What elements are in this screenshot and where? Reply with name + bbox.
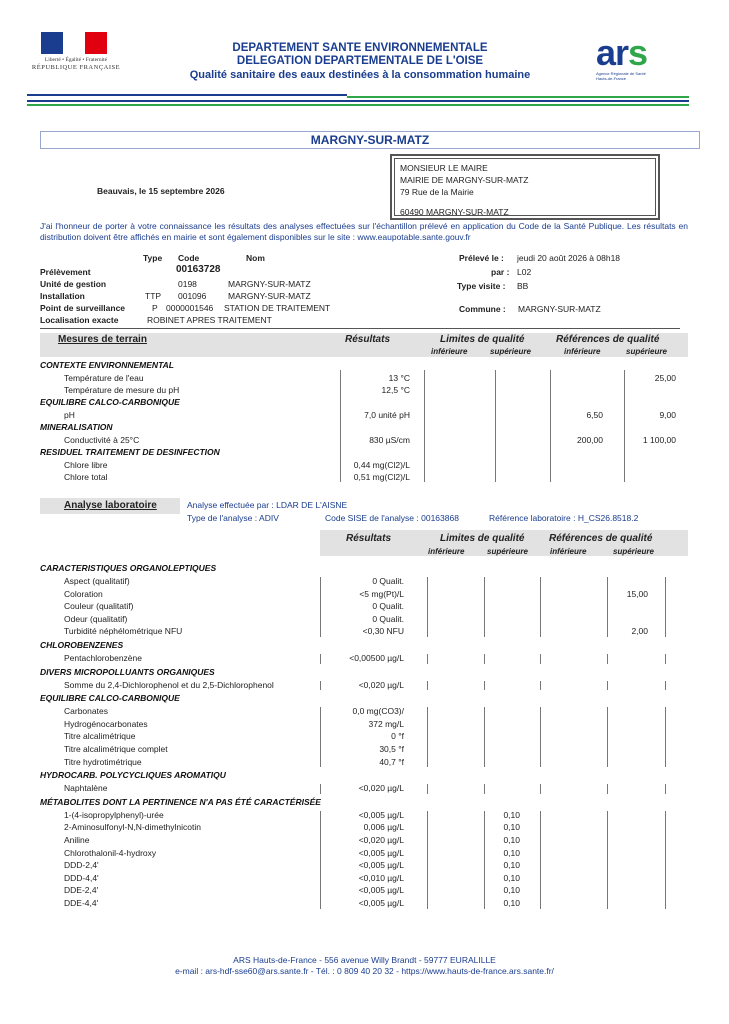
section-title: CONTEXTE ENVIRONNEMENTAL	[40, 360, 174, 370]
result-value: 0 Qualit.	[372, 576, 404, 586]
column-divider	[665, 654, 666, 664]
column-divider	[484, 811, 485, 909]
installation-code: 001096	[178, 291, 207, 301]
column-divider	[484, 654, 485, 664]
column-divider	[320, 654, 321, 664]
ref-sup: 9,00	[659, 410, 676, 420]
result-value: 0,006 µg/L	[363, 822, 404, 833]
limit-sup: 0,10	[503, 898, 520, 908]
parameter-name: Titre hydrotimétrique	[64, 756, 142, 767]
column-divider	[484, 707, 485, 767]
column-divider	[320, 577, 321, 637]
parameter-name: Coloration	[64, 588, 103, 599]
result-value: <0,010 µg/L	[358, 872, 404, 883]
section-title: MÉTABOLITES DONT LA PERTINENCE N'A PAS ÉTÉ CARACTÉRISÉE	[40, 796, 321, 807]
result-value: 0 °f	[391, 731, 404, 742]
parameter-name: DDD-4,4'	[64, 872, 99, 883]
prelevement-label: Prélèvement	[40, 267, 91, 277]
column-divider	[540, 654, 541, 664]
limit-sup: 0,10	[503, 809, 520, 820]
column-divider	[424, 370, 425, 482]
ars-sub-1: Agence Régionale de Santé	[596, 71, 646, 76]
labo-refs-inf: inférieure	[550, 547, 587, 556]
result-value: <0,00500 µg/L	[349, 653, 404, 663]
result-value: 372 mg/L	[368, 718, 404, 729]
result-value: <0,020 µg/L	[358, 835, 404, 845]
footer-line2: e-mail : ars-hdf-sse60@ars.sante.fr - Tél. : 0 809 40 20 32 - https://www.hauts-de-france.ars.sante.fr/	[175, 966, 554, 976]
result-value: <0,005 µg/L	[358, 885, 404, 896]
col-code: Code	[178, 253, 200, 263]
devise: Liberté • Égalité • Fraternité	[44, 57, 108, 63]
column-divider	[320, 681, 321, 691]
column-divider	[665, 681, 666, 691]
result-value: <0,020 µg/L	[358, 783, 404, 794]
header-line1: DEPARTEMENT SANTE ENVIRONNEMENTALE	[232, 42, 488, 54]
result-value: 0,51 mg(Cl2)/L	[353, 472, 410, 482]
column-divider	[484, 577, 485, 637]
column-divider	[540, 811, 541, 909]
result-value: 7,0 unité pH	[364, 410, 410, 420]
result-value: <0,005 µg/L	[358, 847, 404, 858]
column-divider	[484, 784, 485, 794]
parameter-name: Somme du 2,4-Dichlorophenol et du 2,5-Dichlorophenol	[64, 679, 274, 690]
column-divider	[427, 654, 428, 664]
result-value: 0,0 mg(CO3)/	[352, 706, 404, 717]
parameter-name: DDE-4,4'	[64, 898, 99, 908]
column-divider	[607, 811, 608, 909]
section-title: DIVERS MICROPOLLUANTS ORGANIQUES	[40, 666, 215, 677]
installation-type: TTP	[145, 291, 162, 301]
limites-header: Limites de qualité	[440, 334, 525, 345]
visite-label: Type visite :	[457, 281, 506, 291]
limit-sup: 0,10	[503, 835, 520, 845]
result-value: <0,005 µg/L	[358, 898, 404, 908]
par-val: L02	[517, 267, 532, 277]
labo-title: Analyse laboratoire	[64, 500, 157, 511]
column-divider	[624, 370, 625, 482]
header-line3: Qualité sanitaire des eaux destinées à la consommation humaine	[189, 69, 531, 81]
preleve-label: Prélevé le :	[459, 253, 504, 263]
section-title: RESIDUEL TRAITEMENT DE DESINFECTION	[40, 447, 220, 457]
labo-references-header: Références de qualité	[549, 533, 653, 544]
ref-sup: 15,00	[626, 588, 648, 599]
ars-logo	[596, 32, 682, 83]
parameter-name: Titre alcalimétrique	[64, 731, 136, 742]
parameter-name: Pentachlorobenzène	[64, 653, 142, 663]
parameter-name: Température de l'eau	[64, 373, 144, 383]
republique-text	[27, 57, 125, 72]
parameter-name: Couleur (qualitatif)	[64, 601, 134, 612]
unite-label: Unité de gestion	[40, 279, 107, 289]
header-stripes	[27, 94, 689, 108]
column-divider	[427, 577, 428, 637]
column-divider	[607, 577, 608, 637]
installation-label: Installation	[40, 291, 85, 301]
ref-sup: 2,00	[631, 626, 648, 637]
limit-sup: 0,10	[503, 847, 520, 858]
parameter-name: Aniline	[64, 835, 90, 845]
page-footer	[0, 955, 729, 977]
col-nom: Nom	[246, 253, 265, 263]
commune-label: Commune :	[459, 304, 506, 314]
rule	[40, 328, 680, 329]
ref-inf: 200,00	[577, 435, 603, 445]
intro-paragraph: J'ai l'honneur de porter à votre connaissance les résultats des analyses effectuées sur l'échantillon prélevé en application du Code de la Santé Publique. Les résultats en distribution doivent être affichés en mairie et sont également disponibles sur le site : www.eaupotable.sante.gouv.fr	[40, 221, 688, 242]
parameter-name: Turbidité néphélométrique NFU	[64, 626, 183, 637]
parameter-name: Température de mesure du pH	[64, 385, 180, 395]
column-divider	[427, 707, 428, 767]
ref-sup: 25,00	[654, 373, 676, 383]
column-divider	[665, 577, 666, 637]
parameter-name: Odeur (qualitatif)	[64, 613, 128, 624]
labo-refs-sup: supérieure	[613, 547, 654, 556]
parameter-name: Chlorothalonil-4-hydroxy	[64, 847, 157, 858]
visite-val: BB	[517, 281, 529, 291]
french-flag-icon	[41, 32, 107, 54]
point-label: Point de surveillance	[40, 303, 126, 313]
preleve-val: jeudi 20 août 2026 à 08h18	[517, 253, 621, 263]
column-divider	[550, 370, 551, 482]
limites-inf: inférieure	[431, 347, 468, 356]
column-divider	[484, 681, 485, 691]
column-divider	[340, 370, 341, 482]
result-value: 0 Qualit.	[372, 601, 404, 612]
column-divider	[320, 811, 321, 909]
localisation-val: ROBINET APRES TRAITEMENT	[147, 315, 272, 325]
column-divider	[540, 577, 541, 637]
recipient-line: 79 Rue de la Mairie	[400, 187, 474, 197]
prelevement-code: 00163728	[176, 264, 221, 275]
refs-inf: inférieure	[564, 347, 601, 356]
column-divider	[540, 681, 541, 691]
parameter-name: Chlore total	[64, 472, 108, 482]
republique-label: RÉPUBLIQUE FRANÇAISE	[31, 64, 121, 71]
parameter-name: Chlore libre	[64, 460, 108, 470]
column-divider	[665, 707, 666, 767]
point-code: 0000001546	[166, 303, 214, 313]
limit-sup: 0,10	[503, 860, 520, 871]
installation-nom: MARGNY-SUR-MATZ	[228, 291, 311, 301]
result-value: 12,5 °C	[381, 385, 410, 395]
column-divider	[607, 681, 608, 691]
result-value: <0,30 NFU	[362, 626, 404, 637]
header-line2: DELEGATION DEPARTEMENTALE DE L'OISE	[236, 55, 484, 67]
ref-sup: 1 100,00	[642, 435, 676, 445]
labo-effectuee: Analyse effectuée par : LDAR DE L'AISNE	[187, 500, 348, 510]
column-divider	[607, 784, 608, 794]
result-value: <0,020 µg/L	[358, 679, 404, 690]
labo-resultats-header: Résultats	[346, 533, 392, 544]
resultats-header: Résultats	[345, 334, 391, 345]
column-divider	[320, 784, 321, 794]
labo-ref: Référence laboratoire : H_CS26.8518.2	[489, 513, 639, 523]
parameter-name: Carbonates	[64, 706, 108, 717]
recipient-address-box	[390, 154, 660, 220]
limit-sup: 0,10	[503, 872, 520, 883]
labo-limites-header: Limites de qualité	[440, 533, 525, 544]
section-title: HYDROCARB. POLYCYCLIQUES AROMATIQU	[40, 770, 226, 781]
result-value: 0,44 mg(Cl2)/L	[353, 460, 410, 470]
result-value: 830 µS/cm	[369, 435, 410, 445]
limit-sup: 0,10	[503, 822, 520, 833]
column-divider	[427, 681, 428, 691]
section-title: MINERALISATION	[40, 422, 113, 432]
section-title: CARACTERISTIQUES ORGANOLEPTIQUES	[40, 563, 217, 573]
point-type: P	[152, 303, 158, 313]
section-title: CHLOROBENZENES	[40, 640, 124, 650]
recipient-line: MAIRIE DE MARGNY-SUR-MATZ	[400, 175, 529, 185]
parameter-name: 2-Aminosulfonyl-N,N-dimethylnicotin	[64, 822, 201, 833]
limites-sup: supérieure	[490, 347, 531, 356]
ars-sub-2: Hauts-de-France	[596, 76, 627, 81]
localisation-label: Localisation exacte	[40, 315, 119, 325]
labo-sise: Code SISE de l'analyse : 00163868	[325, 513, 459, 523]
result-value: <5 mg(Pt)/L	[359, 588, 404, 599]
column-divider	[665, 784, 666, 794]
republique-francaise-logo	[27, 32, 125, 80]
commune-val: MARGNY-SUR-MATZ	[518, 304, 601, 314]
col-type: Type	[143, 253, 163, 263]
column-divider	[540, 784, 541, 794]
section-title: EQUILIBRE CALCO-CARBONIQUE	[40, 693, 180, 704]
parameter-name: pH	[64, 410, 75, 420]
recipient-line: MONSIEUR LE MAIRE	[400, 163, 488, 173]
result-value: <0,005 µg/L	[358, 809, 404, 820]
column-divider	[665, 811, 666, 909]
commune-title: MARGNY-SUR-MATZ	[40, 131, 700, 149]
parameter-name: DDD-2,4'	[64, 860, 99, 871]
result-value: 40,7 °f	[379, 756, 404, 767]
parameter-name: DDE-2,4'	[64, 885, 99, 896]
parameter-name: 1-(4-isopropylphenyl)-urée	[64, 809, 164, 820]
parameter-name: Conductivité à 25°C	[64, 435, 140, 445]
result-value: <0,005 µg/L	[358, 860, 404, 871]
point-nom: STATION DE TRAITEMENT	[224, 303, 331, 313]
labo-limites-inf: inférieure	[428, 547, 465, 556]
ref-inf: 6,50	[586, 410, 603, 420]
column-divider	[495, 370, 496, 482]
result-value: 0 Qualit.	[372, 613, 404, 624]
column-divider	[427, 784, 428, 794]
labo-type: Type de l'analyse : ADIV	[187, 513, 279, 523]
limit-sup: 0,10	[503, 885, 520, 896]
mesures-terrain-title: Mesures de terrain	[58, 334, 147, 345]
column-divider	[607, 654, 608, 664]
unite-nom: MARGNY-SUR-MATZ	[228, 279, 311, 289]
references-header: Références de qualité	[556, 334, 660, 345]
ars-subtitle	[596, 71, 682, 81]
labo-limites-sup: supérieure	[487, 547, 528, 556]
parameter-name: Aspect (qualitatif)	[64, 576, 130, 586]
unite-code: 0198	[178, 279, 197, 289]
column-divider	[427, 811, 428, 909]
footer-line1: ARS Hauts-de-France - 556 avenue Willy Brandt - 59777 EURALILLE	[233, 955, 496, 965]
section-title: EQUILIBRE CALCO-CARBONIQUE	[40, 397, 180, 407]
column-divider	[320, 707, 321, 767]
par-label: par :	[491, 267, 510, 277]
column-divider	[607, 707, 608, 767]
page-header	[150, 42, 570, 82]
recipient-line: 60490 MARGNY-SUR-MATZ	[400, 207, 509, 217]
parameter-name: Hydrogénocarbonates	[64, 718, 148, 729]
ars-wordmark: ars	[596, 32, 648, 73]
result-value: 30,5 °f	[379, 744, 404, 754]
date-line: Beauvais, le 15 septembre 2026	[97, 186, 225, 196]
result-value: 13 °C	[388, 373, 410, 383]
parameter-name: Titre alcalimétrique complet	[64, 744, 168, 754]
refs-sup: supérieure	[626, 347, 667, 356]
column-divider	[540, 707, 541, 767]
parameter-name: Naphtalène	[64, 783, 108, 794]
